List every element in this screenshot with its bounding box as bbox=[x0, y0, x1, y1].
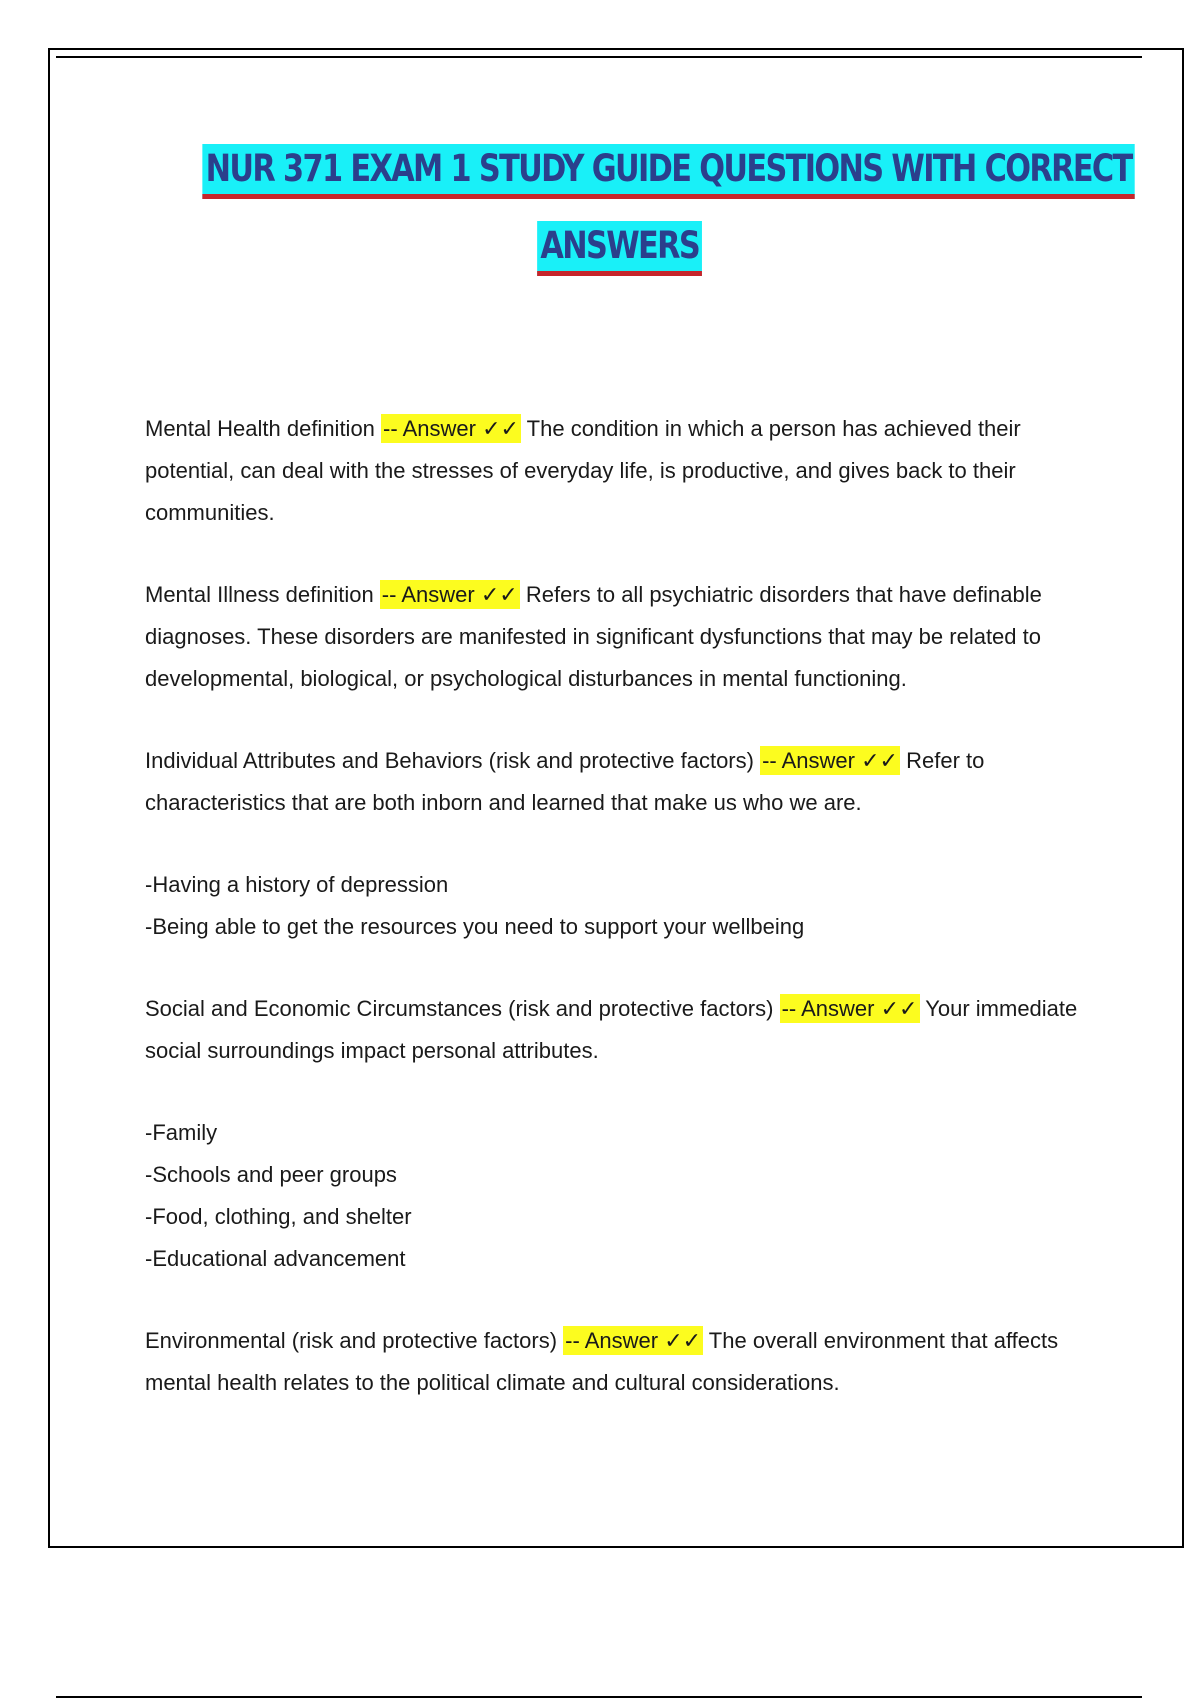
check-icon: ✓✓ bbox=[482, 416, 519, 441]
qa-definition: The condition in which a person has achieved their potential, can deal with the stresses of everyday life, is productive, and gives back to their communities. bbox=[145, 416, 1021, 525]
check-icon: ✓✓ bbox=[880, 996, 918, 1021]
check-icon: ✓✓ bbox=[664, 1328, 702, 1353]
qa-item-mental-illness bbox=[145, 574, 1105, 700]
qa-definition: The overall environment that affects mental health relates to the political climate and cultural considerations. bbox=[145, 1328, 1059, 1395]
qa-item-social-economic bbox=[145, 988, 1105, 1072]
answer-marker: -- Answer ✓✓ bbox=[383, 416, 519, 441]
qa-term: Mental Illness definition bbox=[145, 582, 380, 607]
list-item: -Family bbox=[145, 1120, 218, 1145]
social-examples-list bbox=[145, 1112, 1105, 1280]
qa-definition: Refer to characteristics that are both inborn and learned that make us who we are. bbox=[145, 748, 985, 815]
individual-examples-list bbox=[145, 864, 1105, 948]
answer-marker: -- Answer ✓✓ bbox=[762, 748, 898, 773]
answer-marker: -- Answer ✓✓ bbox=[781, 996, 918, 1021]
qa-term: Social and Economic Circumstances (risk and protective factors) bbox=[145, 996, 780, 1021]
qa-item-individual-attributes bbox=[145, 740, 1105, 824]
document-title bbox=[100, 144, 1140, 276]
check-icon: ✓✓ bbox=[480, 582, 518, 607]
check-icon: ✓✓ bbox=[861, 748, 898, 773]
qa-item-mental-health bbox=[145, 408, 1105, 534]
qa-term: Individual Attributes and Behaviors (risk and protective factors) bbox=[145, 748, 761, 773]
qa-definition: Refers to all psychiatric disorders that have definable diagnoses. These disorders are manifested in significant dysfunctions that may be related to developmental, biological, or psychological disturbances in mental functioning. bbox=[145, 582, 1042, 691]
qa-term: Environmental (risk and protective factors) bbox=[145, 1328, 564, 1353]
study-guide-content bbox=[145, 408, 1105, 1444]
title-line-2: ANSWERS bbox=[537, 221, 702, 276]
answer-marker: -- Answer ✓✓ bbox=[565, 1328, 702, 1353]
list-item: -Food, clothing, and shelter bbox=[145, 1204, 412, 1229]
title-line-1: NUR 371 EXAM 1 STUDY GUIDE QUESTIONS WITH CORRECT bbox=[202, 144, 1135, 199]
list-item: -Schools and peer groups bbox=[145, 1162, 397, 1187]
list-item: -Being able to get the resources you need to support your wellbeing bbox=[145, 914, 805, 939]
qa-item-environmental bbox=[145, 1320, 1105, 1404]
list-item: -Having a history of depression bbox=[145, 872, 449, 897]
bottom-rule bbox=[56, 1696, 1142, 1698]
qa-definition: Your immediate social surroundings impact personal attributes. bbox=[145, 996, 1078, 1063]
answer-marker: -- Answer ✓✓ bbox=[381, 582, 518, 607]
list-item: -Educational advancement bbox=[145, 1246, 406, 1271]
qa-term: Mental Health definition bbox=[145, 416, 382, 441]
